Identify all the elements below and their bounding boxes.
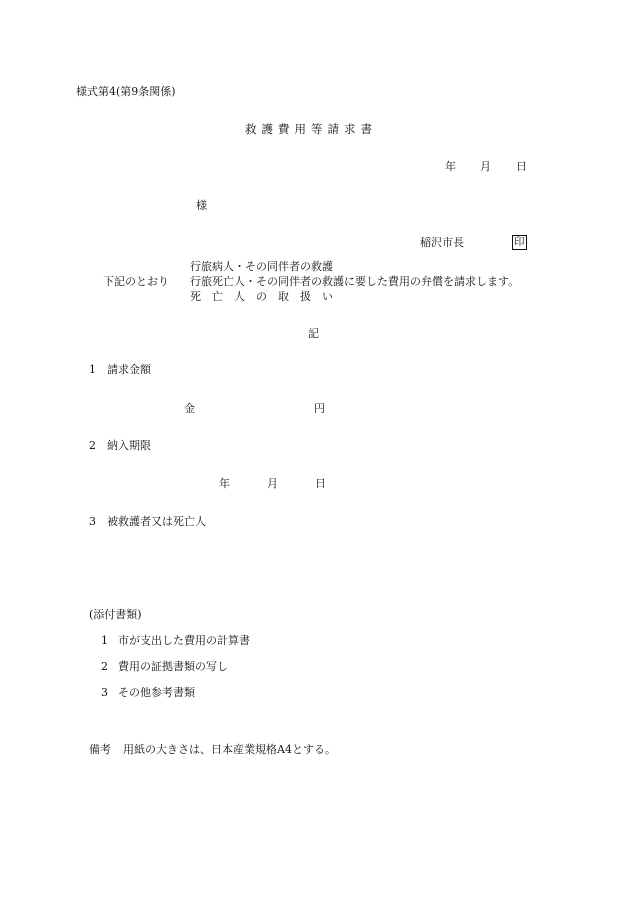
ki-heading: 記	[308, 327, 319, 340]
deadline-day: 日	[315, 477, 326, 490]
request-option-3: 死 亡 人 の 取 扱 い	[190, 290, 333, 303]
item-1-label: 請求金額	[107, 363, 151, 376]
attachment-2-text: 費用の証拠書類の写し	[118, 660, 228, 673]
deadline-month: 月	[267, 477, 278, 490]
attachment-1-text: 市が支出した費用の計算書	[118, 634, 250, 647]
item-2-number: 2	[89, 439, 96, 452]
document-title: 救護費用等請求書	[245, 122, 377, 136]
request-option-2: 行旅死亡人・その同伴者の救護に要した費用の弁償を請求します。	[190, 275, 520, 288]
amount-kin: 金	[184, 402, 195, 415]
seal-label: 印	[514, 236, 525, 248]
item-3-number: 3	[89, 515, 96, 528]
item-3-label: 被救護者又は死亡人	[107, 515, 206, 528]
request-option-1: 行旅病人・その同伴者の救護	[190, 260, 333, 273]
issuer-name: 稲沢市長	[420, 236, 464, 249]
attachment-2-number: 2	[101, 660, 108, 673]
attachments-heading: (添付書類)	[89, 608, 142, 621]
date-day: 日	[516, 160, 527, 173]
attachment-3-text: その他参考書類	[118, 686, 195, 699]
item-1-number: 1	[89, 363, 96, 376]
date-year: 年	[445, 160, 456, 173]
note-label: 備考	[89, 743, 111, 756]
amount-yen: 円	[314, 402, 325, 415]
note-text: 用紙の大きさは、日本産業規格A4とする。	[123, 743, 336, 756]
attachment-3-number: 3	[101, 686, 108, 699]
request-prefix: 下記のとおり	[103, 275, 169, 288]
addressee-sama: 様	[196, 199, 207, 212]
seal-mark	[512, 235, 527, 250]
date-month: 月	[480, 160, 491, 173]
attachment-1-number: 1	[101, 634, 108, 647]
item-2-label: 納入期限	[107, 439, 151, 452]
deadline-year: 年	[219, 477, 230, 490]
form-label: 様式第4(第9条関係)	[76, 85, 176, 98]
